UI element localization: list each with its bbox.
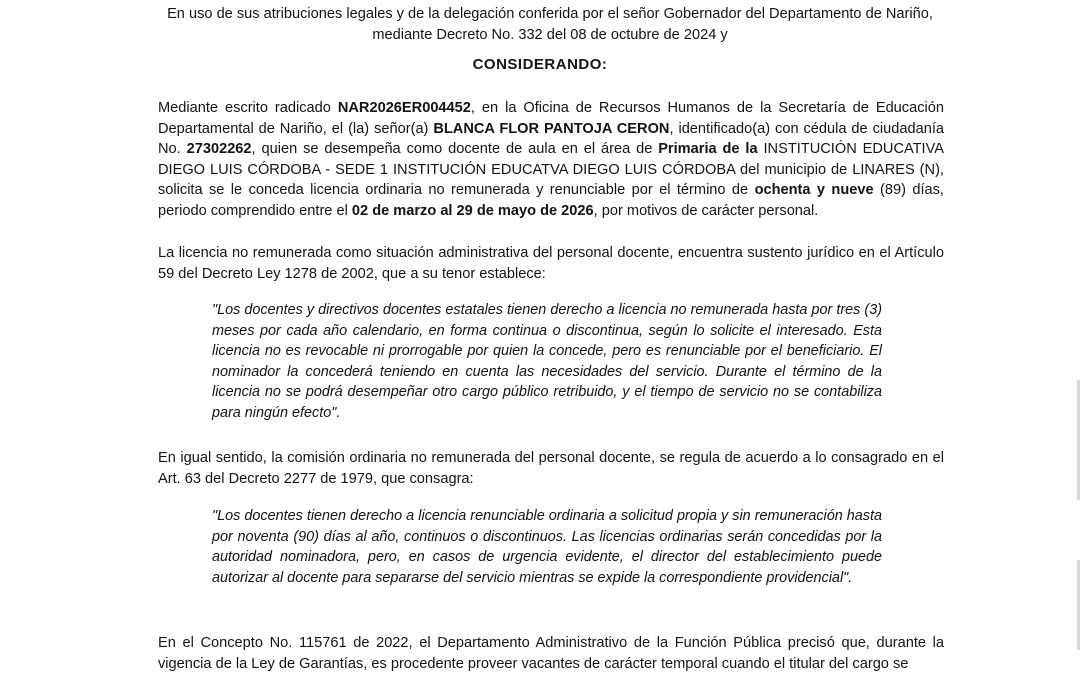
paragraph-legal-basis: La licencia no remunerada como situación administrativa del personal docente, encuentra sustento jurídico en el Artículo 59 del Decreto Ley 1278 de 2002, que a su tenor establece: (158, 245, 944, 282)
section-heading: CONSIDERANDO: (472, 56, 608, 73)
intro-line-1: En uso de sus atribuciones legales y de la delegación conferida por el señor Gobernador del Departamento de Nariño, (167, 6, 933, 22)
intro-line-2: mediante Decreto No. 332 del 08 de octubre de 2024 y (372, 27, 728, 43)
paragraph-decree-2277: En igual sentido, la comisión ordinaria no remunerada del personal docente, se regula de acuerdo a lo consagrado en el Art. 63 del Decreto 2277 de 1979, que consagra: (158, 450, 944, 487)
quote-decree-1278: "Los docentes y directivos docentes estatales tienen derecho a licencia no remunerada hasta por tres (3) meses por cada año calendario, en forma continua o discontinua, según lo solicite el interesado. Esta licencia no es revocable ni prorrogable por quien la concede, pero es renunciable por el beneficiario. El nominador la concederá teniendo en cuenta las necesidades del servicio. Durante el término de la licencia no se podrá desempeñar otro cargo público retribuido, y el tiempo de servicio no se contabiliza para ningún efecto". (212, 302, 882, 421)
quote-decree-2277: "Los docentes tienen derecho a licencia renunciable ordinaria a solicitud propia y sin remuneración hasta por noventa (90) días al año, continuos o discontinuos. Las licencias ordinarias serán concedidas por la autoridad nominadora, pero, en casos de urgencia evidente, el director del establecimiento puede autorizar al docente para separarse del servicio mientras se expide la correspondiente providencial". (212, 508, 882, 586)
paragraph-request: Mediante escrito radicado NAR2026ER004452, en la Oficina de Recursos Humanos de la Secretaría de Educación Departamental de Nariño, el (la) señor(a) BLANCA FLOR PANTOJA CERON, identificado(a) con cédula de ciudadanía No. 27302262, quien se desempeña como docente de aula en el área de Primaria de la INSTITUCIÓN EDUCATIVA DIEGO LUIS CÓRDOBA - SEDE 1 INSTITUCIÓN EDUCATVA DIEGO LUIS CÓRDOBA del municipio de LINARES (N), solicita se le conceda licencia ordinaria no remunerada y renunciable por el término de ochenta y nueve (89) días, periodo comprendido entre el 02 de marzo al 29 de mayo de 2026, por motivos de carácter personal. (158, 100, 945, 219)
paragraph-concept-115761: En el Concepto No. 115761 de 2022, el Departamento Administrativo de la Función Pública precisó que, durante la vigencia de la Ley de Garantías, es procedente proveer vacantes de carácter temporal cuando el titular del cargo se (158, 635, 944, 672)
